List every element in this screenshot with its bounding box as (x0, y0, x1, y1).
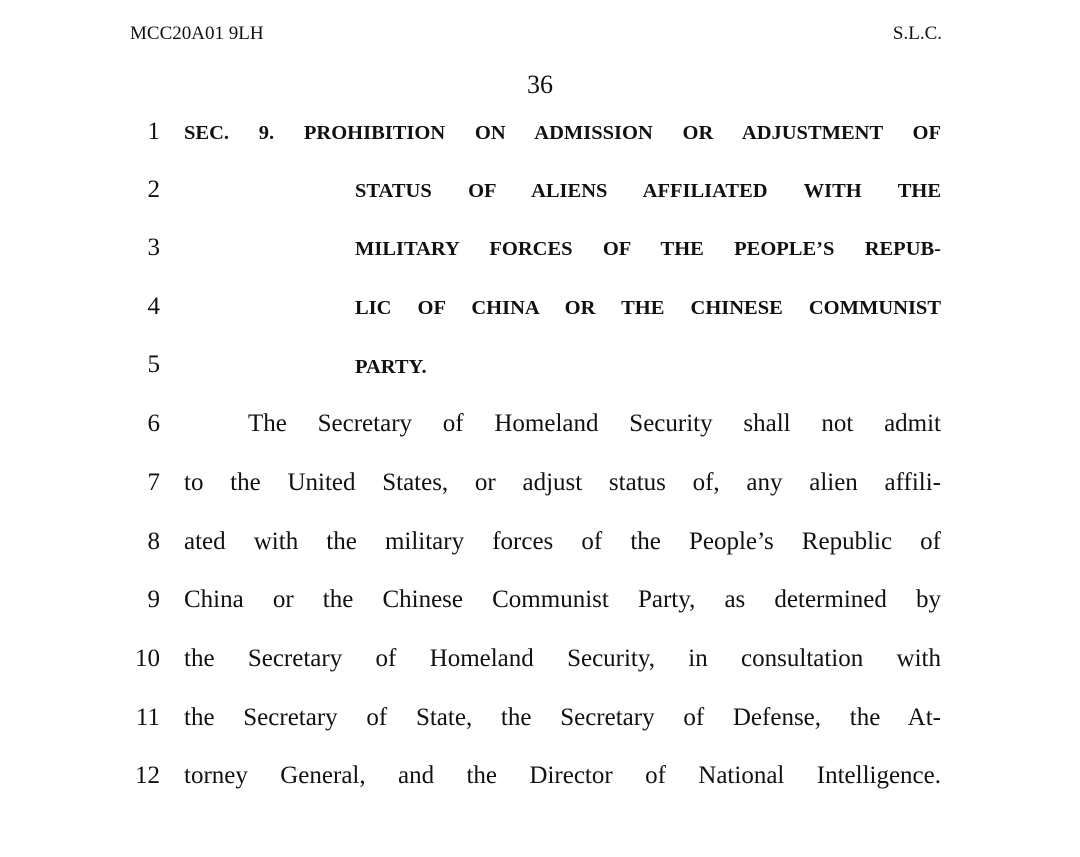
line-number: 7 (147, 469, 160, 496)
line-number: 5 (147, 351, 160, 378)
line-number: 12 (135, 762, 160, 789)
body-text-line: the Secretary of State, the Secretary of Defense, the At- (184, 704, 941, 731)
document-id: MCC20A01 9LH (130, 23, 264, 44)
line-number: 3 (147, 234, 160, 261)
line-number: 4 (147, 293, 160, 320)
body-text-line: ated with the military forces of the People’s Republic of (184, 528, 941, 555)
body-text-line: the Secretary of Homeland Security, in consultation with (184, 645, 941, 672)
body-text-line: torney General, and the Director of National Intelligence. (184, 762, 941, 789)
body-text-line: China or the Chinese Communist Party, as determined by (184, 586, 941, 613)
body-text-line: The Secretary of Homeland Security shall not admit (248, 410, 941, 437)
line-number: 11 (135, 704, 160, 731)
line-number: 8 (147, 528, 160, 555)
section-heading-line: LIC OF CHINA OR THE CHINESE COMMUNIST (355, 297, 941, 319)
section-heading-line: STATUS OF ALIENS AFFILIATED WITH THE (355, 180, 941, 202)
line-number: 1 (147, 118, 160, 145)
line-number: 10 (135, 645, 160, 672)
section-heading-line: PARTY. (355, 356, 427, 378)
line-number: 9 (147, 586, 160, 613)
line-number: 2 (147, 176, 160, 203)
line-number: 6 (147, 410, 160, 437)
body-text-line: to the United States, or adjust status of, any alien affili- (184, 469, 941, 496)
page-number: 36 (527, 70, 553, 99)
section-heading-line: SEC. 9. PROHIBITION ON ADMISSION OR ADJUSTMENT OF (184, 122, 941, 144)
section-heading-line: MILITARY FORCES OF THE PEOPLE’S REPUB- (355, 238, 941, 260)
office-code: S.L.C. (892, 23, 942, 44)
